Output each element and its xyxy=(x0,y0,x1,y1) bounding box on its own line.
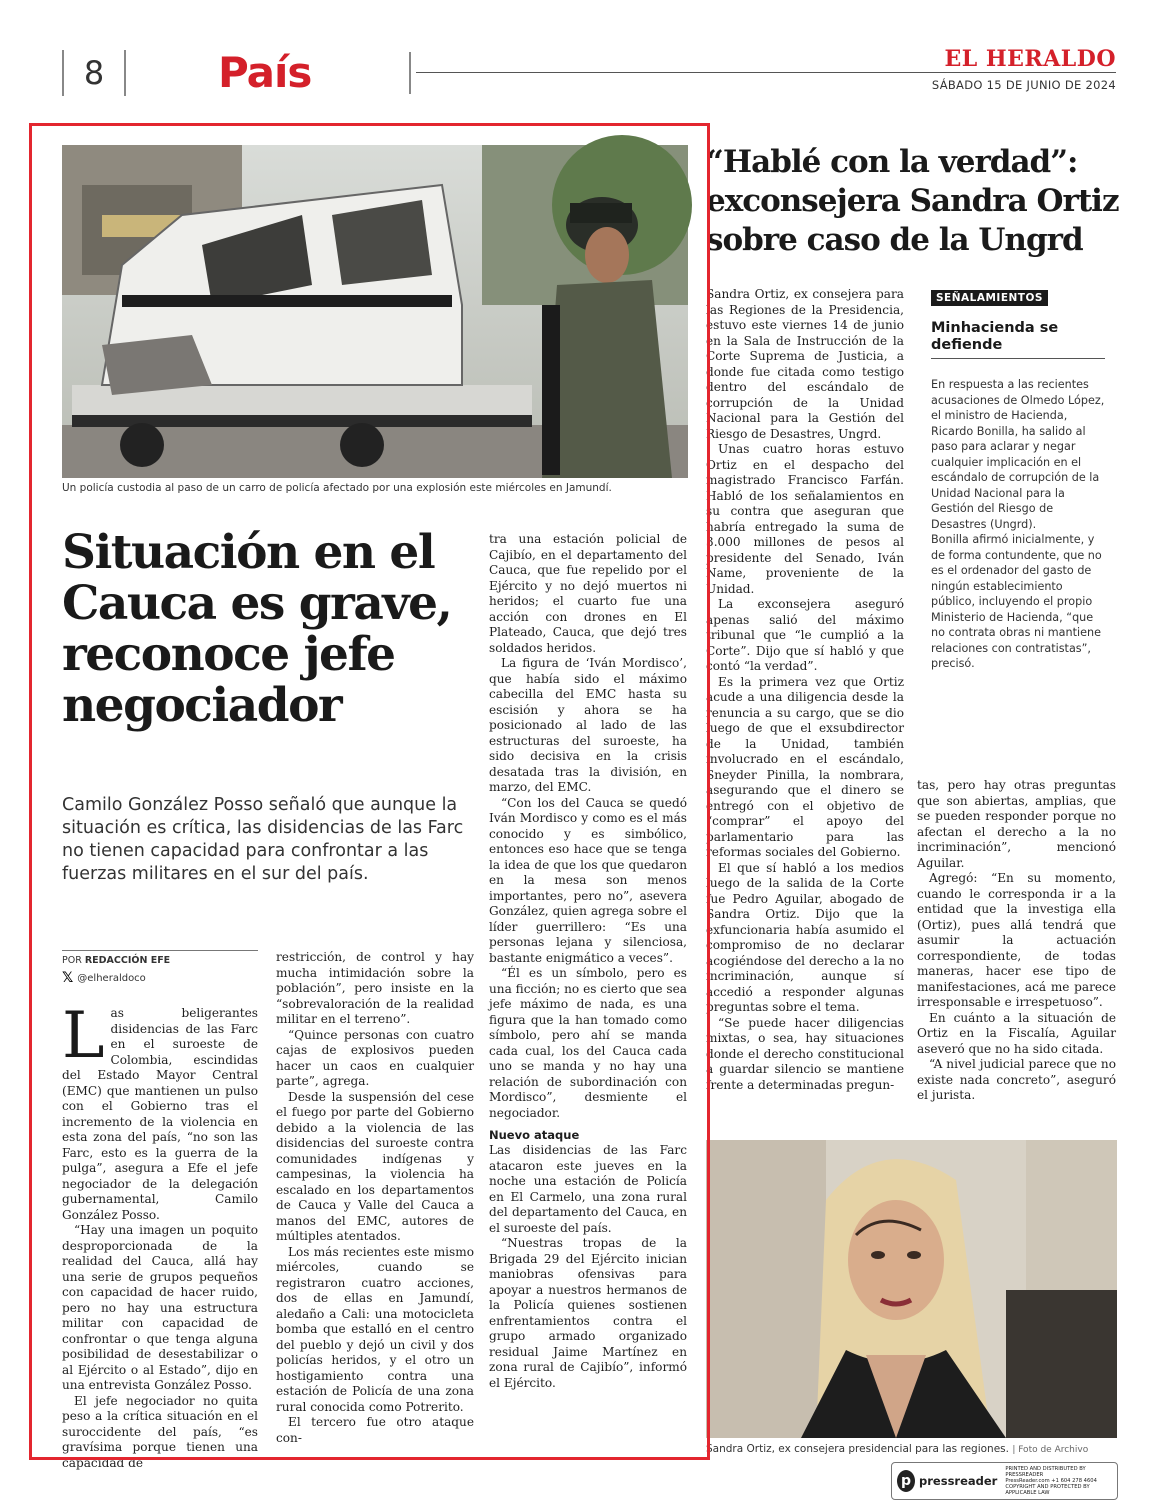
social-handle: @elheraldoco xyxy=(77,972,146,984)
byline-prefix: POR xyxy=(62,955,82,966)
article-paragraph: “Quince personas con cuatro cajas de explosivos pueden hacer un caos en cualquier parte”, agrega. xyxy=(276,1027,474,1088)
article-paragraph: Es la primera vez que Ortiz acude a una diligencia desde la renuncia a su cargo, que se dio luego de que el exsubdirector de la Unidad, también involucrado en el escándalo, Sneyder Pinilla, la nombrara, asegurando que el dinero se entregó con el objetivo de “comprar” el apoyo del parlamentario para las reformas sociales del Gobierno. xyxy=(706,674,904,859)
article-paragraph: “Hay una imagen un poquito desproporcionada de la realidad del Cauca, allá hay una serie de grupos pequeños con capacidad de hacer ruido, pero no hay una estructura militar con capacidad de confrontar o que tenga alguna posibilidad de desestabilizar o al Ejército o al Estado”, dijo en una entrevista González Posso. xyxy=(62,1223,258,1392)
sidebar-title: Minhacienda se defiende xyxy=(931,320,1105,359)
portrait-photo-illustration xyxy=(706,1140,1117,1438)
main-headline: Situación en el Cauca es grave, reconoce jefe negociador xyxy=(62,525,452,733)
sidebar-paragraph: Bonilla afirmó inicialmente, y de forma contundente, que no es el ordenador del gasto de ningún establecimiento público, incluyendo el propio Ministerio de Hacienda, “que no contrata obras ni mantiene relaciones con contratistas”, precisó. xyxy=(931,533,1102,670)
pressreader-name: pressreader xyxy=(919,1474,998,1488)
sandra-ortiz-photo xyxy=(706,1140,1117,1438)
article-paragraph: “A nivel judicial parece que no existe nada concreto”, aseguró el jurista. xyxy=(917,1057,1116,1102)
main-deck: Camilo González Posso señaló que aunque la situación es crítica, las disidencias de las Farc no tienen capacidad para confrontar a las fuerzas militares en el sur del país. xyxy=(62,795,464,884)
article-paragraph: El jefe negociador no quita peso a la crítica situación en el suroccidente del país, “es gravísima porque tienen una capacidad de xyxy=(62,1393,258,1470)
masthead-divider xyxy=(409,52,411,94)
second-column-1 xyxy=(706,287,904,1129)
subheading: Nuevo ataque xyxy=(489,1128,580,1142)
article-paragraph: “Se puede hacer diligencias mixtas, o sea, hay situaciones donde el derecho constitucional a guardar silencio se mantiene frente a determinadas pregun- xyxy=(706,1015,904,1092)
article-paragraph: Unas cuatro horas estuvo Ortiz en el despacho del magistrado Francisco Farfán. Habló de los señalamientos en su contra que aseguran que habría entregado la suma de 3.000 millones de pesos al presidente del Senado, Iván Name, proveniente de la Unidad. xyxy=(706,442,904,596)
article-paragraph: El tercero fue otro ataque con- xyxy=(276,1415,474,1445)
photo-caption: Un policía custodia al paso de un carro de policía afectado por una explosión este miércoles en Jamundí. xyxy=(62,482,612,494)
article-paragraph: Desde la suspensión del cese el fuego por parte del Gobierno debido a la violencia de las disidencias del suroeste contra comunidades indígenas y campesinas, la violencia ha escalado en los departamentos de Cauca y Valle del Cauca a manos del EMC, autores de múltiples atentados. xyxy=(276,1089,474,1243)
portrait-caption xyxy=(706,1443,1088,1455)
article-paragraph: La exconsejera aseguró apenas salió del máximo tribunal que “le cumplió a la Corte”. Dijo que sí habló y que contó “la verdad”. xyxy=(706,597,904,673)
article-paragraph: “Con los del Cauca se quedó Iván Mordisco y como es el más conocido y es simbólico, entonces eso hace que se tenga la idea de que los que quedaron en la mesa son menos importantes, pero no”, asevera González, quien agrega sobre el líder guerrillero: “Es una personas lejana y silenciosa, bastante enigmático a veces”. xyxy=(489,795,687,965)
byline xyxy=(62,950,258,986)
sidebar-tag: SEÑALAMIENTOS xyxy=(931,290,1048,306)
section-title: País xyxy=(218,48,312,97)
article-paragraph: tra una estación policial de Cajibío, en el departamento del Cauca, que fue repelido por el Ejército y no dejó muertos ni heridos; el cuarto fue una acción con drones en El Plateado, Cauca, que dejó tres soldados heridos. xyxy=(489,532,687,655)
second-column-2 xyxy=(917,778,1116,1130)
drop-cap: L xyxy=(62,999,105,1073)
article-paragraph: Las beligerantes disidencias de las Farc en el suroeste de Colombia, escindidas del Estado Mayor Central (EMC) que mantienen un pulso con el Gobierno tras el incremento de la violencia en esta zona del país, “no son las Farc, esto es la guerra de la pulga”, asegura a Efe el jefe negociador de la delegación gubernamental, Camilo González Posso. xyxy=(62,999,258,1222)
main-column-1 xyxy=(62,999,258,1470)
page-number: 8 xyxy=(62,50,126,96)
main-column-3 xyxy=(489,532,687,1456)
x-social-icon: 𝕏 xyxy=(62,970,74,986)
portrait-caption-text: Sandra Ortiz, ex consejera presidencial para las regiones. xyxy=(706,1443,1009,1455)
second-headline: “Hablé con la verdad”: exconsejera Sandra Ortiz sobre caso de la Ungrd xyxy=(706,144,1119,258)
police-truck-photo-illustration xyxy=(62,145,688,478)
article-paragraph: Agregó: “En su momento, cuando le corresponda ir a la entidad que la investiga ella (Ortiz), pues allá tendrá que asumir la actuación correspondiente, de todas maneras, hacer ese tipo de manifestaciones, acá me parece irresponsable e irrespetuoso”. xyxy=(917,871,1116,1009)
pressreader-notice: PRINTED AND DISTRIBUTED BY PRESSREADER PressReader.com +1 604 278 4604 COPYRIGHT AND PROTECTED BY APPLICABLE LAW xyxy=(1005,1466,1097,1496)
byline-author: REDACCIÓN EFE xyxy=(84,955,171,966)
social-handle-row xyxy=(62,970,258,986)
pressreader-logo-icon: p xyxy=(897,1470,915,1492)
article-paragraph: tas, pero hay otras preguntas que son abiertas, amplias, que se pueden responder porque no afectan el derecho a la no incriminación”, mencionó Aguilar. xyxy=(917,778,1116,870)
police-truck-photo xyxy=(62,145,688,478)
pressreader-badge[interactable] xyxy=(891,1462,1118,1500)
main-column-2 xyxy=(276,950,474,1456)
article-paragraph: El que sí habló a los medios luego de la salida de la Corte fue Pedro Aguilar, abogado de Sandra Ortiz. Dijo que la exfuncionaria había asumido el compromiso de no declarar acogiéndose del derecho a la no incriminación, aunque sí accedió a responder algunas preguntas sobre el tema. xyxy=(706,860,904,1014)
issue-date: SÁBADO 15 DE JUNIO DE 2024 xyxy=(931,78,1116,92)
article-paragraph: “Él es un símbolo, pero es una ficción; no es cierto que sea jefe máximo de nada, es una figura que la han tomado como símbolo, pero ahí se manda cada cual, los del Cauca cada uno se manda y no hay una relación de subordinación con Mordisco”, desmiente el negociador. xyxy=(489,966,687,1120)
article-paragraph: “Nuestras tropas de la Brigada 29 del Ejército inician maniobras ofensivas para apoyar a nuestros hermanos de la Policía quienes sostienen enfrentamientos contra el grupo armado organizado residual Jaime Martínez en zona rural de Cajibío”, informó el Ejército. xyxy=(489,1236,687,1390)
article-paragraph: Sandra Ortiz, ex consejera para las Regiones de la Presidencia, estuvo este viernes 14 de junio en la Sala de Instrucción de la Corte Suprema de Justicia, a donde fue citada como testigo dentro del escándalo de corrupción de la Unidad Nacional para la Gestión del Riesgo de Desastres, Ungrd. xyxy=(706,287,904,441)
article-paragraph: restricción, de control y hay mucha intimidación sobre la población”, pero insiste en la “sobrevaloración de la realidad militar en el terreno”. xyxy=(276,950,474,1026)
newspaper-logo: EL HERALDO xyxy=(944,46,1116,72)
article-paragraph: Las disidencias de las Farc atacaron este jueves en la noche una estación de Policía en El Carmelo, una zona rural del departamento del Cauca, en el suroeste del país. xyxy=(489,1143,687,1235)
sidebar-box xyxy=(931,286,1105,672)
sidebar-paragraph: En respuesta a las recientes acusaciones de Olmedo López, el ministro de Hacienda, Ricardo Bonilla, ha salido al paso para aclarar y negar cualquier implicación en el escándalo de corrupción de la Unidad Nacional para la Gestión del Riesgo de Desastres (Ungrd). xyxy=(931,378,1105,531)
masthead-rule xyxy=(416,72,1116,73)
article-paragraph: La figura de ‘Iván Mordisco’, que había sido el máximo cabecilla del EMC hasta su escisión y ahora se ha posicionado al lado de las estructuras del suroeste, ha sido decisiva en la crisis desatada tras la división, en marzo, del EMC. xyxy=(489,656,687,794)
article-paragraph: En cuánto a la situación de Ortiz en la Fiscalía, Aguilar aseveró que no ha sido citada. xyxy=(917,1010,1116,1056)
article-paragraph: Los más recientes este mismo miércoles, cuando se registraron cuatro acciones, dos de ellas en Jamundí, aledaño a Cali: una motocicleta bomba que estalló en el centro del pueblo y dejó un civil y dos policías heridos, y el otro un hostigamiento contra una estación de Policía de una zona rural conocida como Potrerito. xyxy=(276,1244,474,1414)
photo-credit: | Foto de Archivo xyxy=(1012,1445,1089,1455)
